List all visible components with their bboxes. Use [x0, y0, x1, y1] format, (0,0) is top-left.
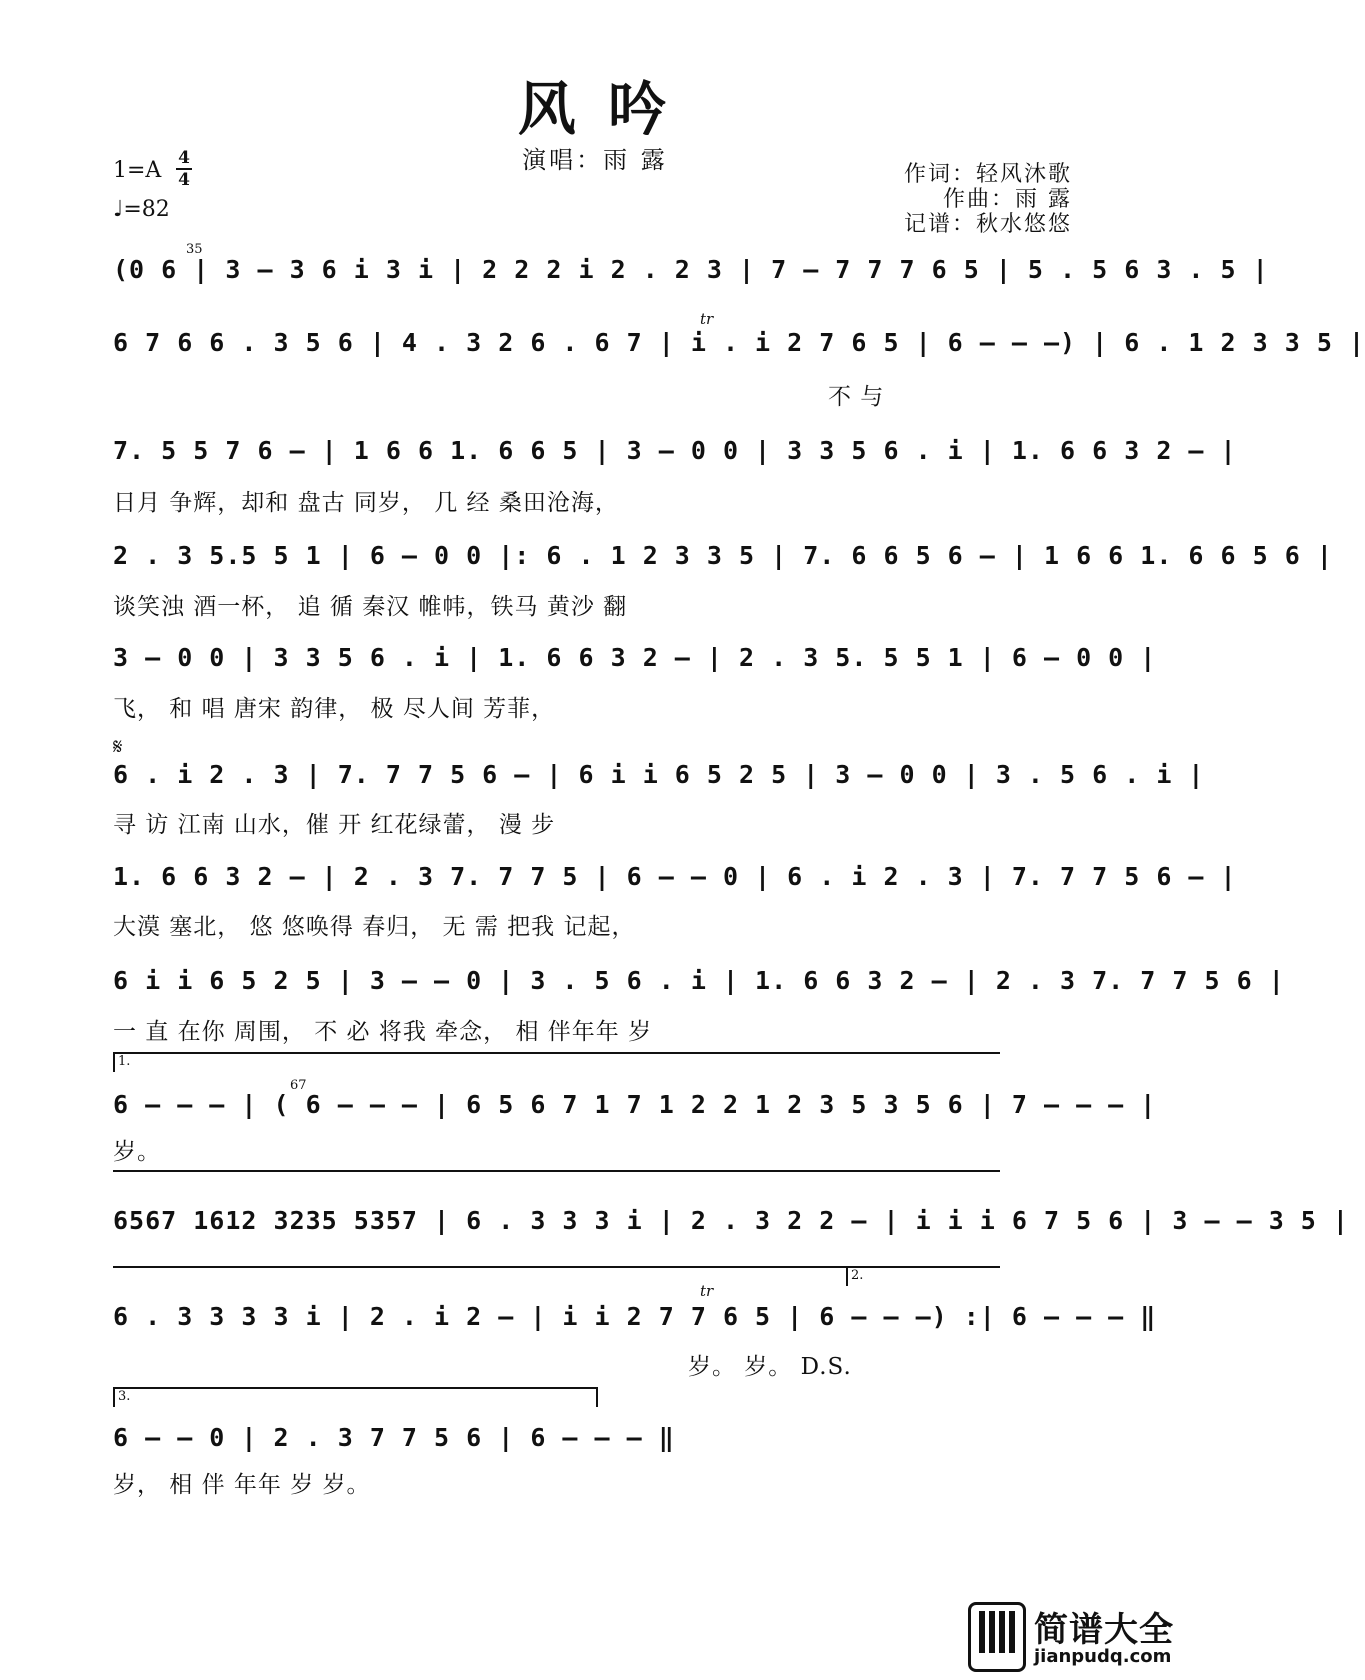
- ending-bracket-3-end: [596, 1387, 598, 1407]
- score-line-3: 7. 5 5 7 6 – | 1 6 6 1. 6 6 5 | 3 – 0 0 | 3 3 5 6 . i | 1. 6 6 3 2 – |: [113, 436, 1237, 465]
- grace-note-interlude: 67: [290, 1078, 307, 1093]
- score-line-2: 6 7 6 6 . 3 5 6 | 4 . 3 2 6 . 6 7 | i . i 2 7 6 5 | 6 – – –) | 6 . 1 2 3 3 5 |: [113, 328, 1365, 357]
- score-line-11: 6 . 3 3 3 3 i | 2 . i 2 – | i i 2 7 7 6 5 | 6 – – –) :| 6 – – – ‖: [113, 1302, 1157, 1331]
- transcriber-credit: 记谱：秋水悠悠: [903, 212, 1072, 237]
- score-line-7: 1. 6 6 3 2 – | 2 . 3 7. 7 7 5 | 6 – – 0 | 6 . i 2 . 3 | 7. 7 7 5 6 – |: [113, 862, 1237, 891]
- ending-bracket-2-tick: [846, 1266, 848, 1286]
- lyric-line-8: 一 直 在你 周围， 不 必 将我 牵念， 相 伴年年 岁: [113, 1019, 653, 1045]
- lyric-line-2: 不 与: [828, 384, 885, 410]
- song-title: 风 吟: [517, 75, 673, 143]
- segno-mark: 𝄋: [113, 735, 123, 760]
- lyric-line-9: 岁。: [113, 1139, 161, 1165]
- watermark-brand: 简谱大全: [1034, 1610, 1174, 1650]
- tempo-marking: ♩=82: [113, 197, 170, 222]
- score-line-6: 6 . i 2 . 3 | 7. 7 7 5 6 – | 6 i i 6 5 2 5 | 3 – 0 0 | 3 . 5 6 . i |: [113, 760, 1205, 789]
- ending-bracket-3-tick: [113, 1387, 115, 1407]
- lyric-line-7: 大漠 塞北， 悠 悠唤得 春归， 无 需 把我 记起，: [113, 914, 636, 940]
- lyric-line-4: 谈笑浊 酒一杯， 追 循 秦汉 帷帏，铁马 黄沙 翻: [113, 594, 628, 620]
- score-line-5: 3 – 0 0 | 3 3 5 6 . i | 1. 6 6 3 2 – | 2 . 3 5. 5 5 1 | 6 – 0 0 |: [113, 643, 1157, 672]
- piano-keys-icon: [968, 1602, 1026, 1672]
- grace-note-intro: 35: [186, 242, 203, 257]
- time-signature-bottom: 4: [178, 170, 190, 190]
- watermark-url: jianpudq.com: [1034, 1646, 1172, 1667]
- composer-credit: 作曲：雨 露: [943, 187, 1072, 212]
- score-line-12: 6 – – 0 | 2 . 3 7 7 5 6 | 6 – – – ‖: [113, 1423, 675, 1452]
- ending-bracket-1: [113, 1052, 1000, 1054]
- ending-bracket-1-tick: [113, 1052, 115, 1072]
- interlude-bracket: [113, 1170, 1000, 1172]
- score-line-9: 6 – – – | ( 6 – – – | 6 5 6 7 1 7 1 2 2 1 2 3 5 3 5 6 | 7 – – – |: [113, 1090, 1157, 1119]
- score-line-4: 2 . 3 5.5 5 1 | 6 – 0 0 |: 6 . 1 2 3 3 5 | 7. 6 6 5 6 – | 1 6 6 1. 6 6 5 6 |: [113, 541, 1333, 570]
- repeat-bracket: [113, 1266, 1000, 1268]
- key-signature: 1=A: [113, 158, 162, 183]
- ending-bracket-3: [113, 1387, 598, 1389]
- score-line-1: (0 6 | 3 – 3 6 i 3 i | 2 2 2 i 2 . 2 3 | 7 – 7 7 7 6 5 | 5 . 5 6 3 . 5 |: [113, 255, 1269, 284]
- lyric-line-5: 飞， 和 唱 唐宋 韵律， 极 尽人间 芳菲，: [113, 696, 556, 722]
- lyric-line-12: 岁， 相 伴 年年 岁 岁。: [113, 1472, 371, 1498]
- lyric-line-3: 日月 争辉，却和 盘古 同岁， 几 经 桑田沧海，: [113, 490, 619, 516]
- lyric-line-6: 寻 访 江南 山水，催 开 红花绿蕾， 漫 步: [113, 812, 556, 838]
- trill-mark-2: tr: [700, 1282, 714, 1300]
- singer-credit: 演唱：雨 露: [522, 146, 668, 174]
- lyric-line-11: 岁。 岁。 D.S.: [688, 1354, 852, 1380]
- watermark-logo: [968, 1602, 1183, 1674]
- trill-mark-1: tr: [700, 310, 714, 328]
- ending-mark-2: 2.: [851, 1268, 864, 1283]
- lyricist-credit: 作词：轻风沐歌: [903, 162, 1072, 187]
- score-line-8: 6 i i 6 5 2 5 | 3 – – 0 | 3 . 5 6 . i | 1. 6 6 3 2 – | 2 . 3 7. 7 7 5 6 |: [113, 966, 1285, 995]
- time-signature: [176, 150, 192, 188]
- ending-mark-3: 3.: [118, 1389, 131, 1404]
- ending-mark-1: 1.: [118, 1054, 131, 1069]
- score-line-10: 6567 1612 3235 5357 | 6 . 3 3 3 i | 2 . 3 2 2 – | i i i 6 7 5 6 | 3 – – 3 5 |: [113, 1206, 1349, 1235]
- time-signature-top: 4: [178, 148, 190, 168]
